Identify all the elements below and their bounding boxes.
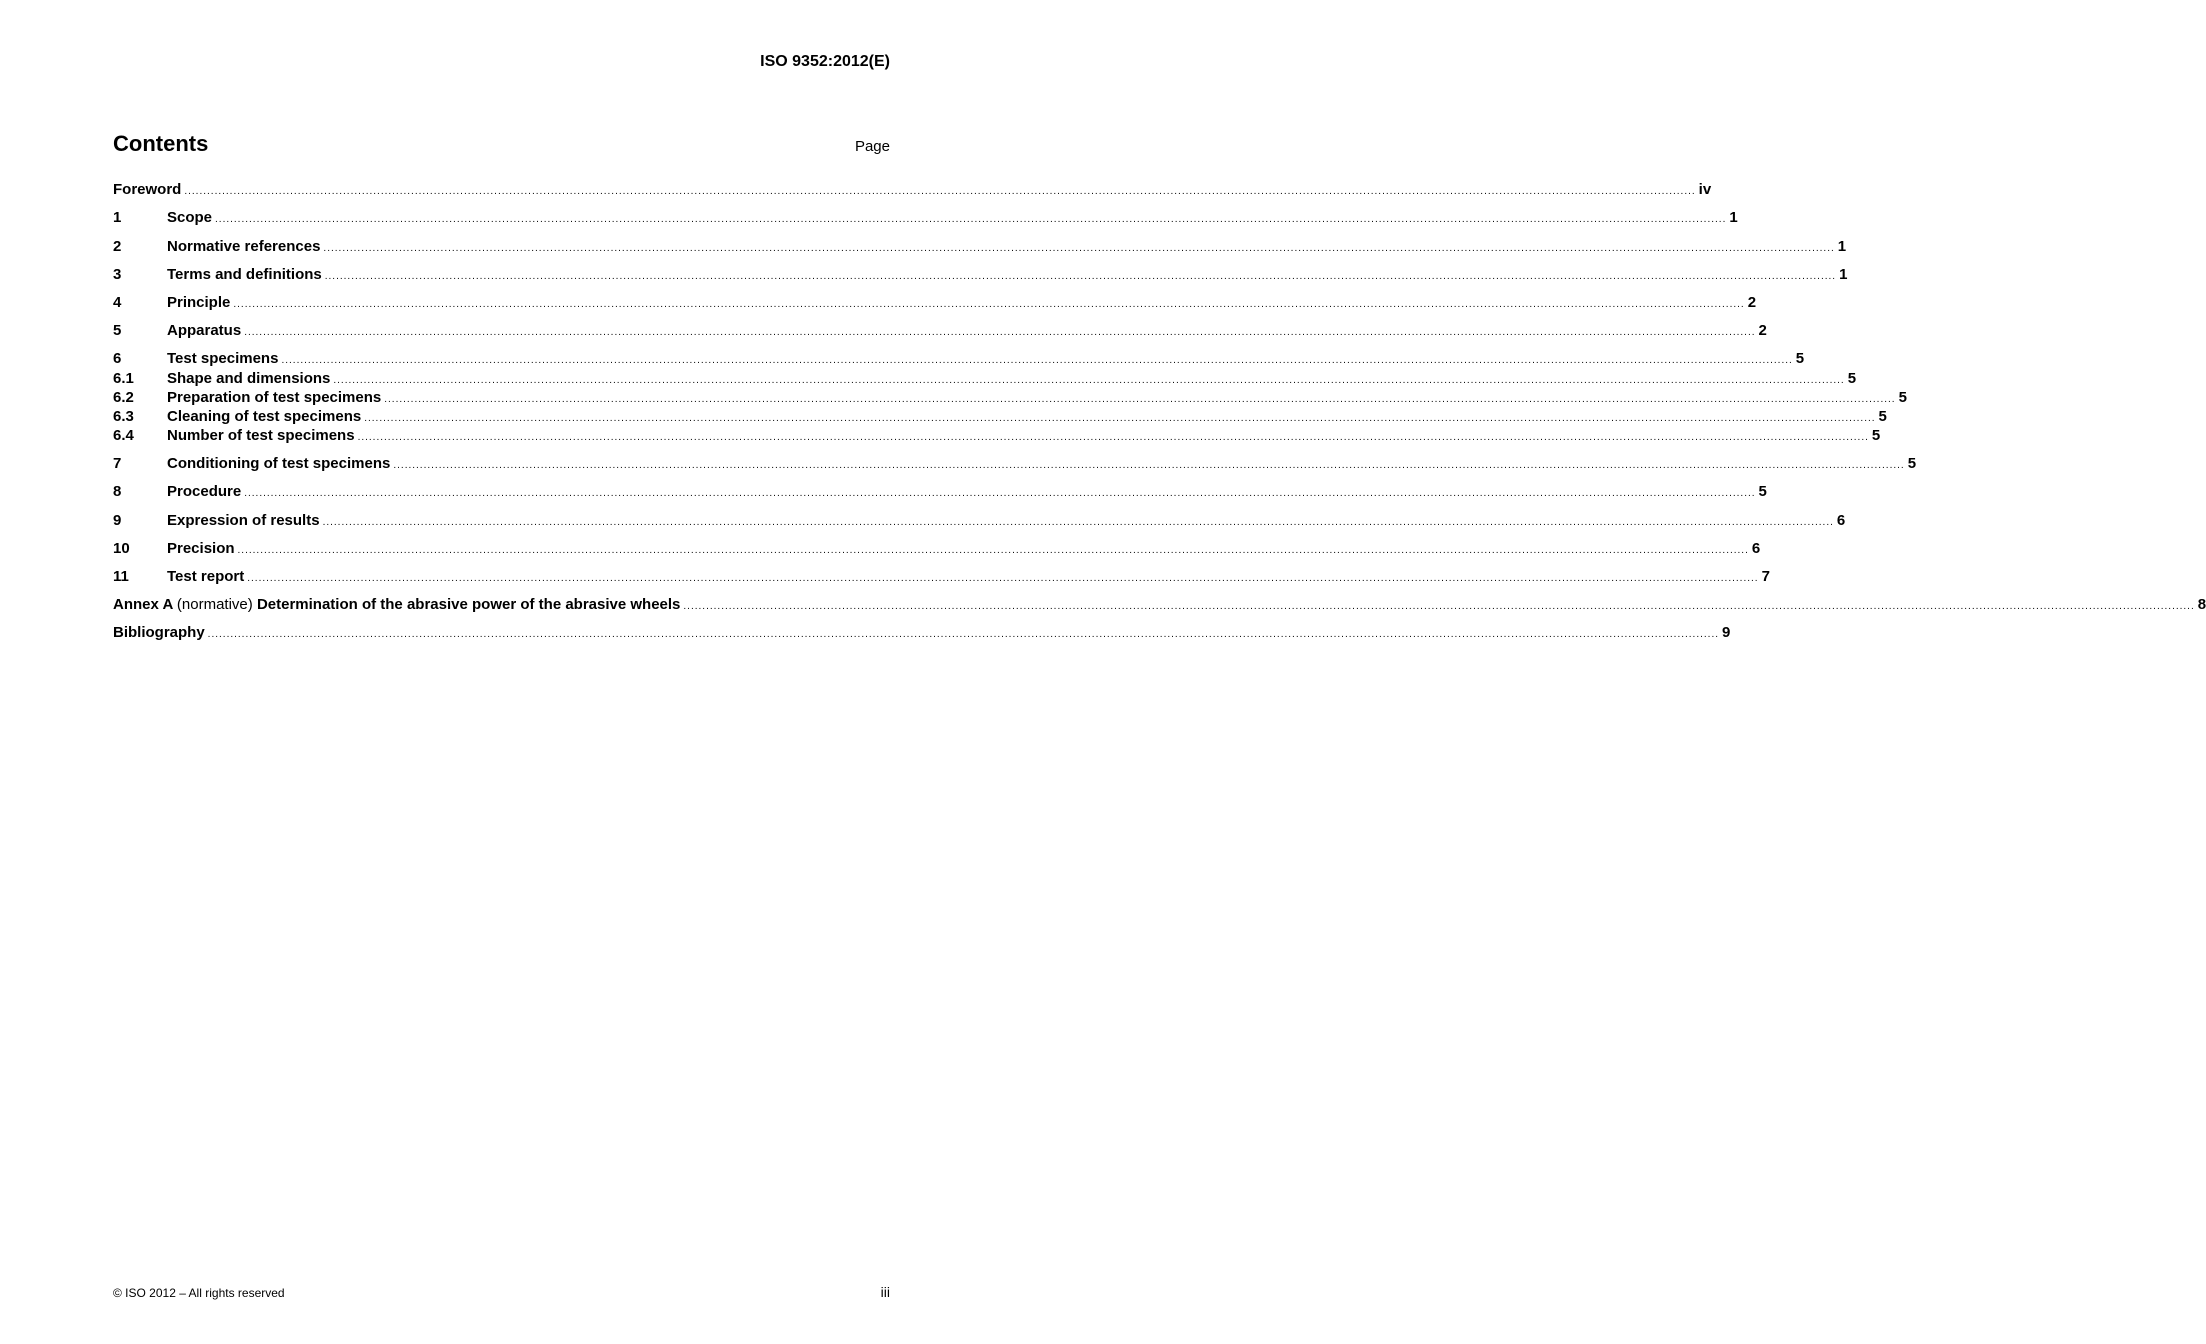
dot-leader: ................................................................................................................................................................................................................................................................................................................................................................................................................ [184, 186, 1696, 197]
toc-entry-number: 5 [113, 322, 122, 339]
toc-entry[interactable] [113, 568, 1770, 588]
toc-entry-page: 1 [1837, 238, 1847, 255]
toc-entry[interactable] [113, 266, 1848, 286]
toc-entry[interactable] [113, 350, 1805, 370]
toc-entry-number: 7 [113, 455, 122, 472]
toc-entry-title: Procedure [167, 483, 242, 500]
toc-entry-title: Test report [167, 568, 245, 585]
toc-entry-page: 6 [1751, 540, 1761, 557]
toc-entry[interactable] [113, 389, 1907, 409]
toc-entry-title: Conditioning of test specimens [167, 455, 391, 472]
toc-entry-number: 6.4 [113, 427, 134, 444]
dot-leader: ................................................................................................................................................................................................................................................................................................................................................................................................................ [384, 394, 1896, 405]
toc-entry[interactable] [113, 181, 1712, 201]
toc-entry-page: 9 [1722, 624, 1731, 641]
toc-entry[interactable] [113, 540, 1761, 560]
toc-entry[interactable] [113, 483, 1767, 503]
toc-entry-page: 5 [1847, 370, 1857, 387]
toc-entry[interactable] [113, 596, 2206, 616]
toc-entry-title: Shape and dimensions [167, 370, 331, 387]
dot-leader: ................................................................................................................................................................................................................................................................................................................................................................................................................ [233, 299, 1745, 310]
toc-entry[interactable] [113, 294, 1757, 314]
page-number: iii [880, 1284, 890, 1300]
dot-leader: ................................................................................................................................................................................................................................................................................................................................................................................................................ [324, 271, 1837, 282]
dot-leader: ................................................................................................................................................................................................................................................................................................................................................................................................................ [244, 327, 1756, 338]
toc-entry-title: Cleaning of test specimens [167, 408, 362, 425]
toc-entry-page: 1 [1729, 209, 1738, 226]
toc-entry-title: Number of test specimens [167, 427, 355, 444]
contents-header [113, 131, 890, 161]
toc-entry-annex-title: Determination of the abrasive power of the abrasive wheels [256, 596, 681, 613]
toc-entry-page: 1 [1839, 266, 1848, 283]
toc-entry[interactable] [113, 322, 1767, 342]
toc-entry-label [167, 455, 390, 472]
dot-leader: ................................................................................................................................................................................................................................................................................................................................................................................................................ [333, 375, 1845, 386]
toc-entry-title: Terms and definitions [167, 266, 322, 283]
dot-leader: ................................................................................................................................................................................................................................................................................................................................................................................................................ [393, 460, 1905, 471]
toc-entry[interactable] [113, 455, 1917, 475]
toc-entry-page: 8 [2197, 596, 2206, 613]
toc-entry-label [167, 408, 361, 425]
dot-leader: ................................................................................................................................................................................................................................................................................................................................................................................................................ [323, 243, 1835, 254]
toc-entry-number: 9 [113, 512, 122, 529]
dot-leader: ................................................................................................................................................................................................................................................................................................................................................................................................................ [322, 517, 1834, 528]
toc-entry-page: 5 [1907, 455, 1917, 472]
toc-entry-page: 6 [1836, 512, 1846, 529]
toc-entry[interactable] [113, 370, 1857, 390]
document-id: ISO 9352:2012(E) [760, 53, 890, 70]
toc-entry-title: Preparation of test specimens [167, 389, 382, 406]
toc-entry-page: 5 [1898, 389, 1907, 406]
toc-entry-label [167, 389, 381, 406]
toc-entry-page: 5 [1795, 350, 1805, 367]
toc-entry-label [113, 624, 205, 641]
toc-entry-number: 6.1 [113, 370, 134, 387]
toc-entry[interactable] [113, 209, 1738, 229]
contents-title: Contents [113, 131, 209, 156]
toc-entry-title: Foreword [113, 181, 182, 198]
toc-entry-label [167, 266, 322, 283]
toc-entry[interactable] [113, 427, 1881, 447]
toc-entry-label [167, 350, 278, 367]
toc-entry-number: 3 [113, 266, 122, 283]
dot-leader: ................................................................................................................................................................................................................................................................................................................................................................................................................ [683, 601, 2195, 612]
toc-entry-label [167, 370, 330, 387]
toc-entry-number: 8 [113, 483, 122, 500]
toc-entry-number: 2 [113, 238, 122, 255]
toc-entry-number: 1 [113, 209, 122, 226]
toc-entry-label [167, 540, 235, 557]
toc-entry-title: Normative references [167, 238, 321, 255]
toc-entry-number: 6 [113, 350, 122, 367]
toc-entry-title: Scope [167, 209, 213, 226]
page-column-label: Page [854, 138, 890, 155]
toc-entry-number: 11 [113, 568, 129, 585]
toc-entry-title: Test specimens [167, 350, 279, 367]
copyright-notice: © ISO 2012 – All rights reserved [113, 1286, 285, 1300]
toc-entry-annex-type: (normative) [176, 596, 253, 613]
toc-entry-title: Annex A [113, 596, 173, 613]
toc-entry-title: Expression of results [167, 512, 320, 529]
toc-entry-label [167, 322, 241, 339]
dot-leader: ................................................................................................................................................................................................................................................................................................................................................................................................................ [244, 488, 1756, 499]
toc-entry-page: 2 [1747, 294, 1757, 311]
dot-leader: ................................................................................................................................................................................................................................................................................................................................................................................................................ [247, 573, 1759, 584]
toc-entry-number: 4 [113, 294, 122, 311]
toc-entry-page: 5 [1871, 427, 1881, 444]
dot-leader: ................................................................................................................................................................................................................................................................................................................................................................................................................ [215, 214, 1727, 225]
toc-entry-page: 2 [1758, 322, 1767, 339]
dot-leader: ................................................................................................................................................................................................................................................................................................................................................................................................................ [237, 545, 1749, 556]
dot-leader: ................................................................................................................................................................................................................................................................................................................................................................................................................ [357, 432, 1869, 443]
toc-entry-label [113, 596, 680, 613]
toc-entry[interactable] [113, 512, 1846, 532]
toc-entry-title: Bibliography [113, 624, 205, 641]
toc-entry-page: 7 [1761, 568, 1770, 585]
dot-leader: ................................................................................................................................................................................................................................................................................................................................................................................................................ [281, 355, 1793, 366]
toc-entry[interactable] [113, 238, 1847, 258]
toc-entry-title: Apparatus [167, 322, 242, 339]
toc-entry[interactable] [113, 408, 1887, 428]
toc-entry-title: Principle [167, 294, 231, 311]
dot-leader: ................................................................................................................................................................................................................................................................................................................................................................................................................ [207, 629, 1719, 640]
toc-entry-title: Precision [167, 540, 235, 557]
toc-entry-label [167, 294, 230, 311]
toc-entry[interactable] [113, 624, 1731, 644]
toc-entry-label [113, 181, 181, 198]
toc-entry-page: 5 [1878, 408, 1887, 425]
toc-entry-number: 6.2 [113, 389, 134, 406]
toc-entry-number: 10 [113, 540, 130, 557]
toc-entry-number: 6.3 [113, 408, 134, 425]
toc-entry-page: iv [1698, 181, 1712, 198]
toc-entry-label [167, 483, 241, 500]
toc-entry-label [167, 512, 320, 529]
toc-entry-label [167, 209, 212, 226]
dot-leader: ................................................................................................................................................................................................................................................................................................................................................................................................................ [364, 413, 1876, 424]
toc-entry-label [167, 238, 320, 255]
toc-entry-page: 5 [1758, 483, 1767, 500]
toc-entry-label [167, 427, 355, 444]
toc-entry-label [167, 568, 244, 585]
